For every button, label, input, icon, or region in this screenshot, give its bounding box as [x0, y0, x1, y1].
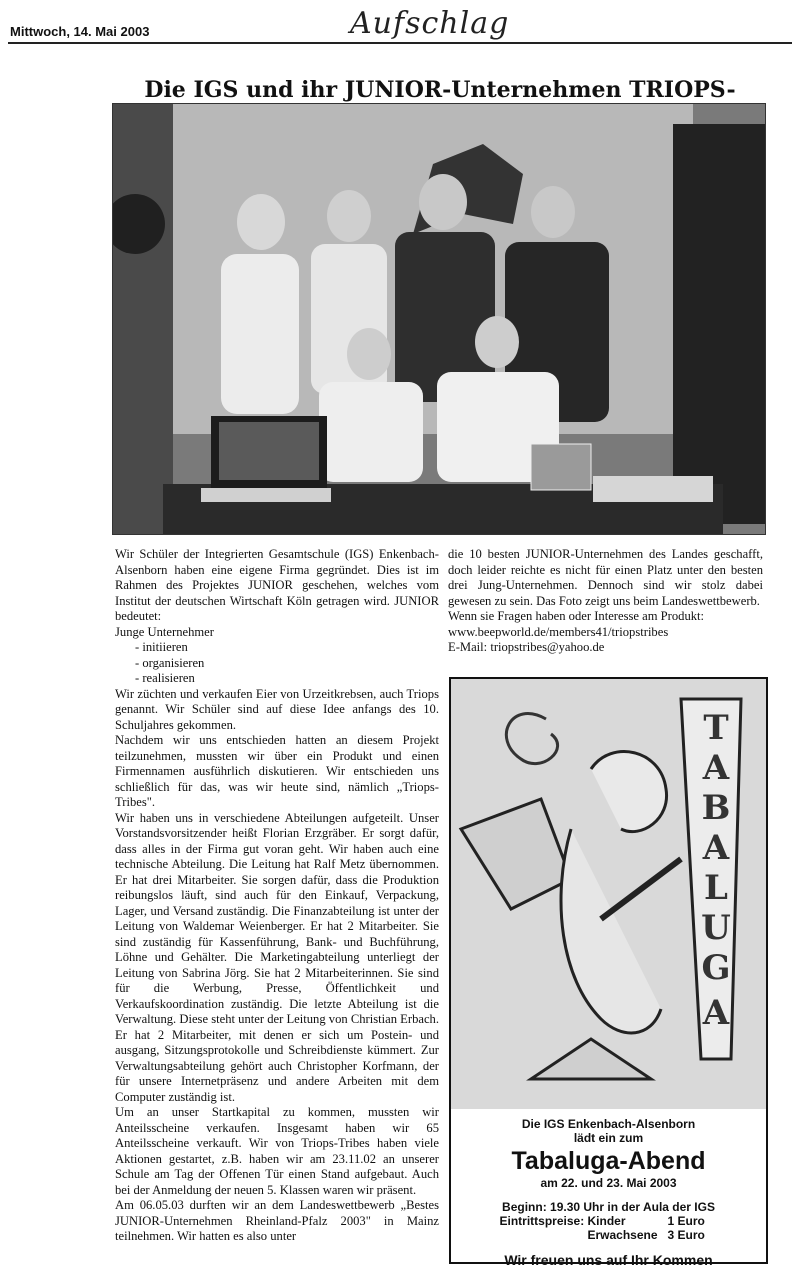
svg-text:T: T [703, 708, 729, 748]
paragraph: Junge Unternehmer [115, 624, 214, 639]
list-item: - initiieren [135, 640, 188, 654]
price-row [451, 1228, 766, 1242]
paragraph: Am 06.05.03 durften wir an dem Landeswettbewerb „Bestes JUNIOR-Unternehmen Rheinland-Pfalz 2003" in Mainz teilnehmen. Wir hatten es also unter [115, 1198, 439, 1243]
paragraph: Wir Schüler der Integrierten Gesamtschule (IGS) Enkenbach-Alsenborn haben eine eigene Firma gegründet. Dies ist im Rahmen des Projektes JUNIOR geschehen, welches vom Institut der deutschen Wirtschaft Köln getragen wird. JUNIOR bedeutet: [115, 547, 439, 623]
dragon-illustration [451, 679, 766, 1109]
ad-event-dates: am 22. und 23. Mai 2003 [540, 1176, 677, 1190]
list-item: - organisieren [135, 655, 205, 670]
svg-text:U: U [701, 908, 731, 948]
price-group: Kinder [587, 1214, 626, 1228]
price-amount: 3 Euro [667, 1228, 705, 1242]
svg-text:A: A [702, 993, 730, 1033]
header-rule [8, 42, 792, 44]
paragraph: die 10 besten JUNIOR-Unternehmen des Landes geschafft, doch leider reichte es nicht für einen Platz unter den besten drei Jung-Unternehmen. Dennoch sind wir stolz dabei gewesen zu sein. Das Foto zeigt uns beim Landeswettbewerb. [448, 547, 763, 608]
dragon-drawing [451, 679, 766, 1109]
svg-text:A: A [702, 748, 730, 788]
price-group: Erwachsene [587, 1228, 658, 1242]
tabaluga-advertisement [449, 677, 768, 1268]
paragraph: Wir haben uns in verschiedene Abteilungen aufgeteilt. Unser Vorstandsvorsitzender heißt Florian Erzgräber. Er sorgt dafür, dass alles in der Firma gut voran geht. Wir haben auch eine technische Abteilung. Die Leitung hat Ralf Metz übernommen. Er hat drei Mitarbeiter. Sie sorgen dafür, dass die Produktion reibungslos läuft, sind auch für den Einkauf, Verpackung, Lager, und Versand zuständig. Die Finanzabteilung ist unter der Leitung von Waldemar Weienberger. Er hat 2 Mitarbeiter. Sie sind zuständig für Kassenführung, Bank- und Buchführung, Löhne und Gehälter. Die Marketingabteilung unterliegt der Leitung von Sabrina Jörg. Sie hat 2 Mitarbeiterinnen. Sie sind für die Werbung, Presse, Öffentlichkeit und Verkaufskoordination zuständig. Die letzte Abteilung ist die Verwaltung. Diese steht unter der Leitung von Christian Erbach. Er hat 2 Mitarbeiter, mit denen er sich um Postein- und ausgang, Sitzungsprotokolle und Schreibdienste kümmert. Zur Verwaltungsabteilung gehört auch Christopher Korfmann, der für unsere Internetpräsenz und andere Arbeiten mit dem Computer zuständig ist. [115, 810, 439, 1104]
article-column-right [448, 547, 763, 656]
svg-text:G: G [701, 948, 731, 988]
price-label: Eintrittspreise: [499, 1214, 585, 1228]
ad-host: Die IGS Enkenbach-Alsenborn [521, 1117, 696, 1131]
article-column-left [115, 547, 439, 1245]
price-row [451, 1214, 766, 1228]
svg-text:A: A [702, 828, 730, 868]
price-amount: 1 Euro [667, 1214, 705, 1228]
list-item: - realisieren [135, 671, 195, 685]
ad-invite: lädt ein zum [573, 1131, 644, 1145]
email-link[interactable]: E-Mail: triopstribes@yahoo.de [448, 640, 605, 654]
ad-text-block [451, 1111, 766, 1268]
article-headline: Die IGS und ihr JUNIOR-Unternehmen TRIOPS- [144, 76, 736, 103]
svg-text:B: B [701, 788, 731, 828]
paragraph: Nachdem wir uns entschieden hatten an diesem Projekt teilzunehmen, mussten wir über ein Produkt und einen Firmennamen ausführlich diskutieren. Wir entschieden uns schließlich für das, was wir heute sind, nämlich „Triops-Tribes". [115, 733, 439, 809]
svg-text:L: L [704, 868, 728, 908]
paragraph: Wir züchten und verkaufen Eier von Urzeitkrebsen, auch Triops genannt. Wir Schüler sind auf diese Idee anfangs des 10. Schuljahres gekommen. [115, 686, 439, 732]
paragraph: Um an unser Startkapital zu kommen, mussten wir Anteilsscheine verkaufen. Insgesamt haben wir 65 Anteilsscheine verkauft. Wir von Triops-Tribes haben viele Aktionen gestartet, z.B. haben wir am 23.11.02 an unserer Schule am Tag der Offenen Tür einen Stand aufgebaut. Auch bei der Anmeldung der neuen 5. Klassen waren wir präsent. [115, 1105, 439, 1197]
paragraph: Wenn sie Fragen haben oder Interesse am Produkt: [448, 609, 705, 623]
section-title: Aufschlag [350, 6, 510, 41]
header-date: Mittwoch, 14. Mai 2003 [10, 24, 150, 39]
article-photo [112, 103, 766, 535]
price-label-spacer [500, 1228, 588, 1242]
ad-event-title: Tabaluga-Abend [511, 1147, 706, 1175]
ad-begin-time: Beginn: 19.30 Uhr in der Aula der IGS [502, 1200, 715, 1214]
website-link[interactable]: www.beepworld.de/members41/triopstribes [448, 624, 669, 639]
ad-welcome: Wir freuen uns auf Ihr Kommen [504, 1252, 713, 1268]
group-photo-illustration [113, 104, 765, 534]
